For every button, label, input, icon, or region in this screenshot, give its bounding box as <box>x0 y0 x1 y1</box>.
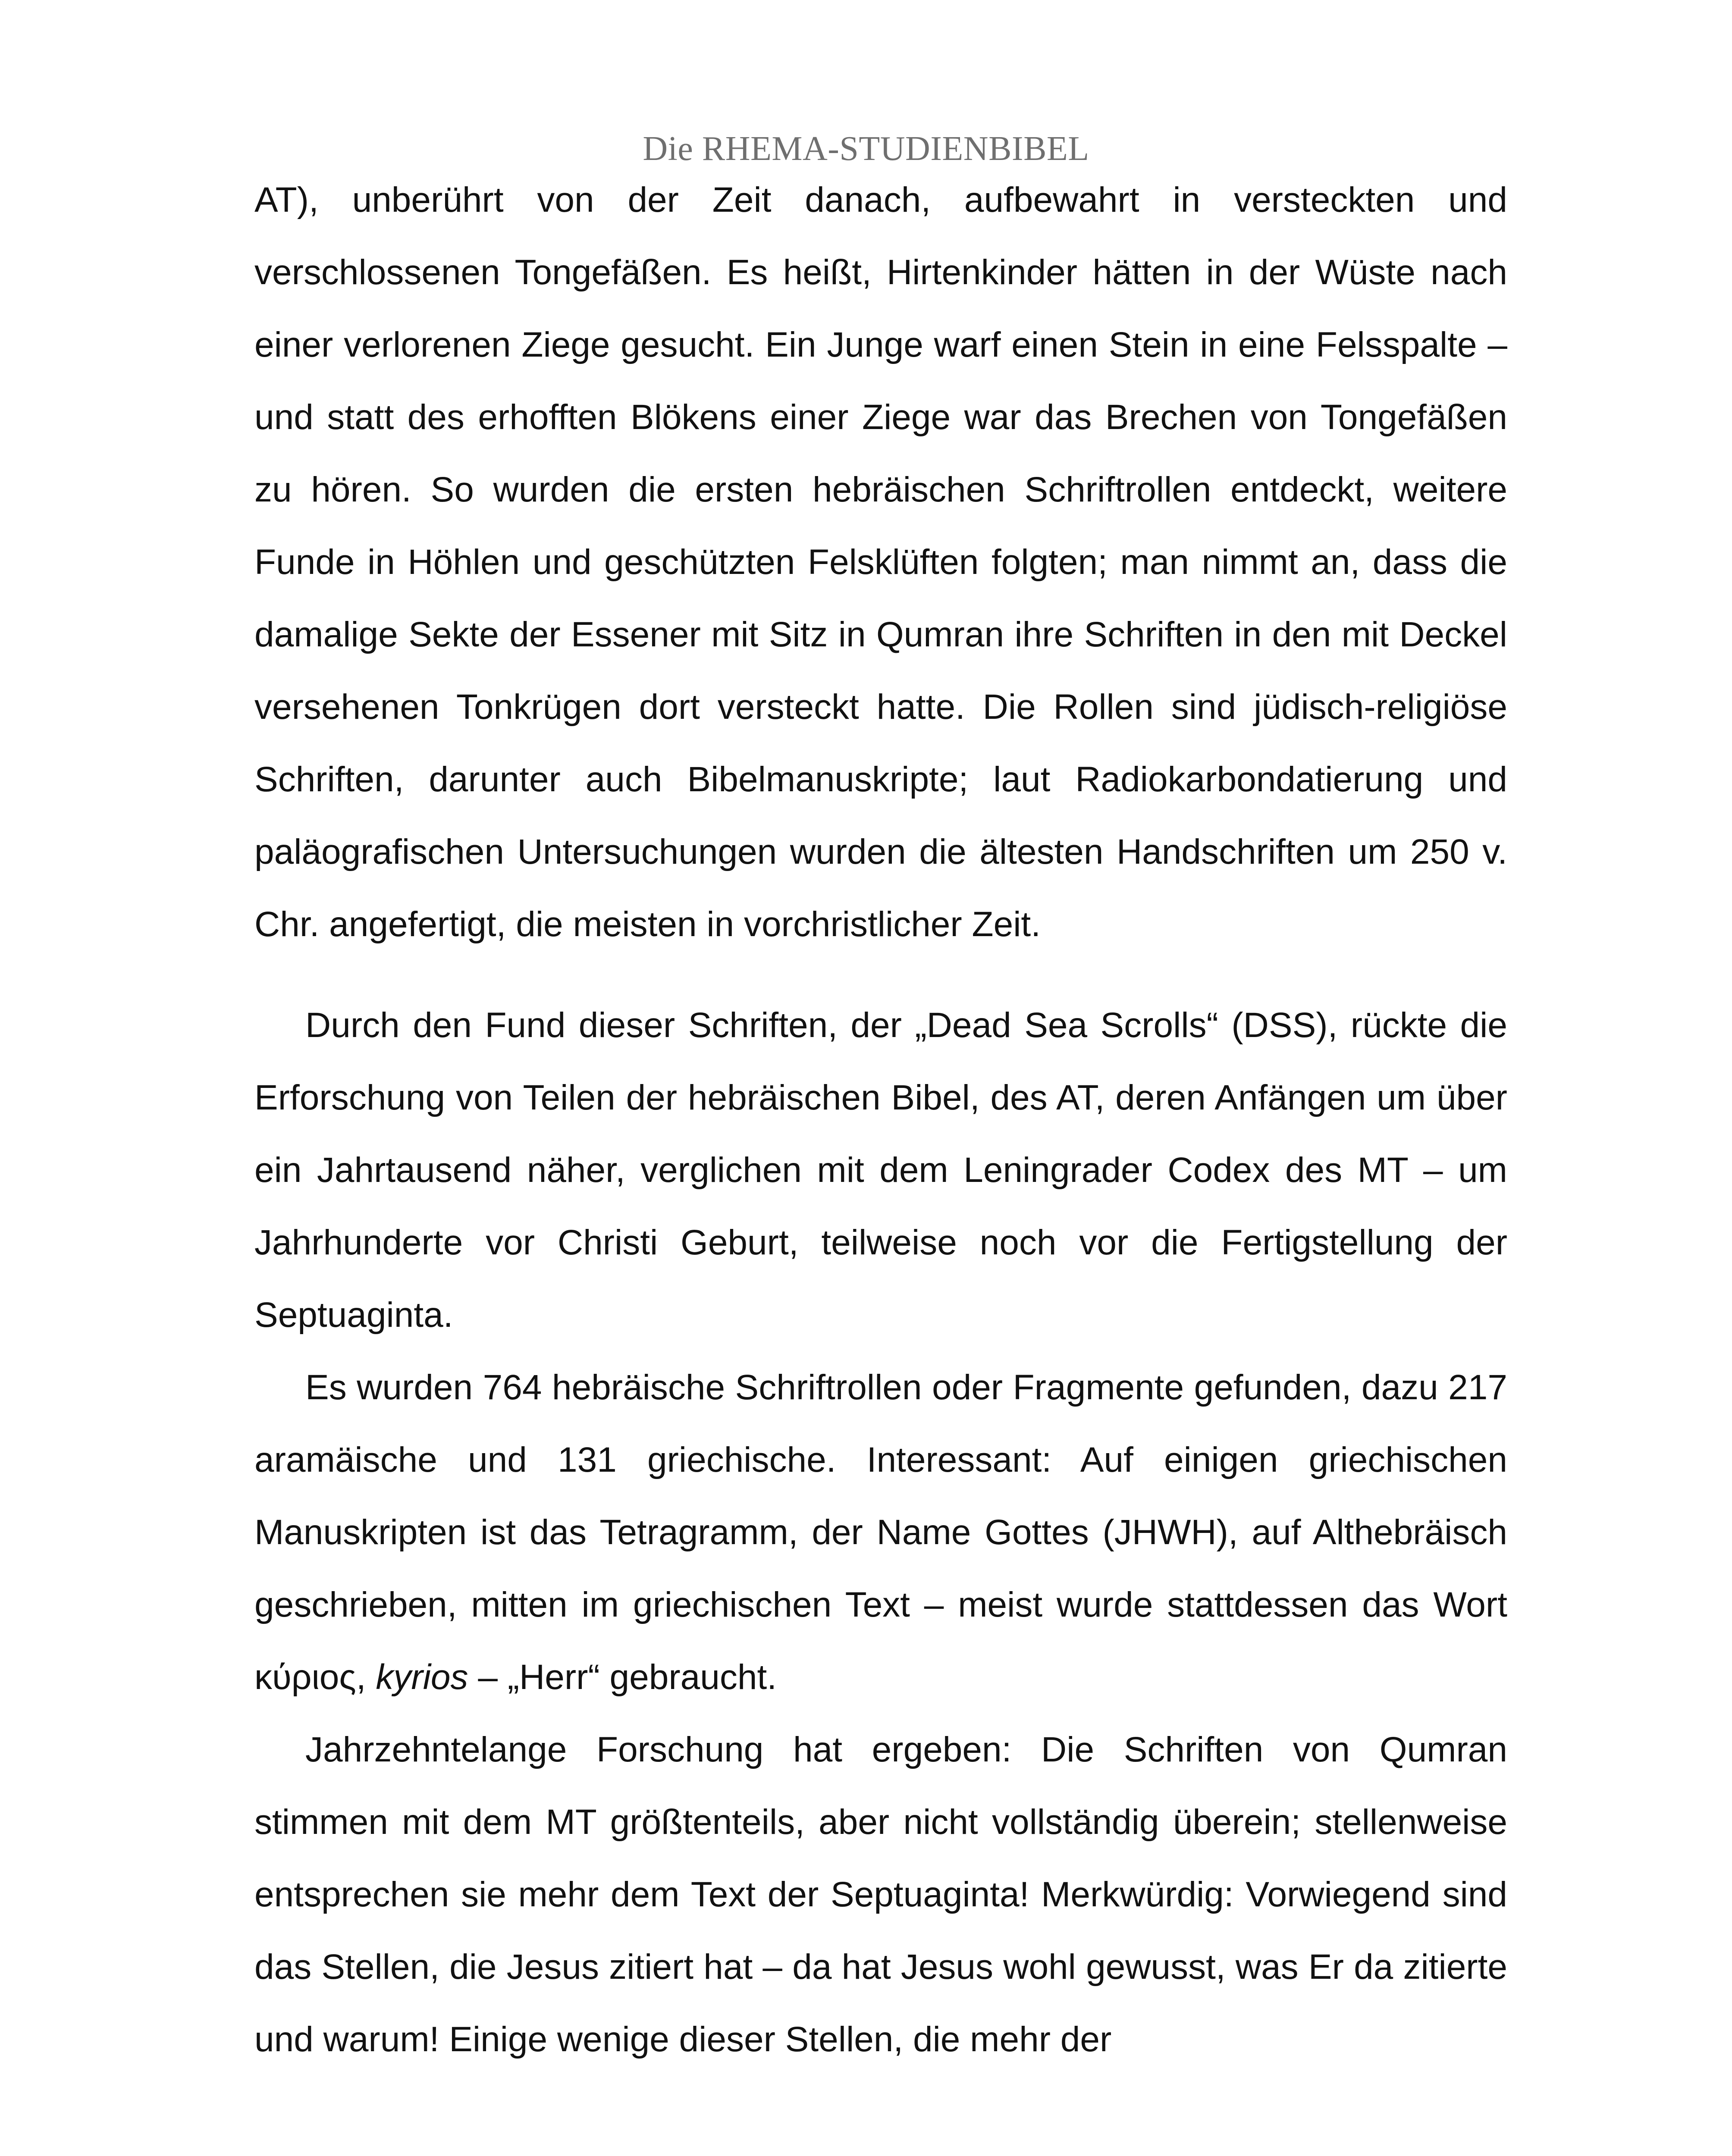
paragraph-3-text-start: Es wurden 764 hebräische Schriftrollen oder Fragmente gefunden, dazu 217 aramäische und 131 griechische. Interessant: Auf einigen griechischen Manuskripten ist das Tetragramm, der Name Gottes (JHWH), auf Althebräisch geschrieben, mitten im griechischen Text – meist wurde stattdessen das Wort κύριος, <box>254 1368 1507 1697</box>
paragraph-3-italic-term: kyrios <box>376 1658 468 1697</box>
paragraph-3 <box>254 1351 1507 1714</box>
paragraph-4: Jahrzehntelange Forschung hat ergeben: Die Schriften von Qumran stimmen mit dem MT größtenteils, aber nicht vollständig überein; stellenweise entsprechen sie mehr dem Text der Septuaginta! Merkwürdig: Vorwiegend sind das Stellen, die Jesus zitiert hat – da hat Jesus wohl gewusst, was Er da zitierte und warum! Einige wenige dieser Stellen, die mehr der <box>254 1730 1507 2059</box>
body-text <box>254 164 1507 2076</box>
paragraph-2: Durch den Fund dieser Schriften, der „Dead Sea Scrolls“ (DSS), rückte die Erforschung von Teilen der hebräischen Bibel, des AT, deren Anfängen um über ein Jahrtausend näher, verglichen mit dem Leningrader Codex des MT – um Jahrhunderte vor Christi Geburt, teilweise noch vor die Fertigstellung der Septuaginta. <box>254 1006 1507 1335</box>
paragraph-1: AT), unberührt von der Zeit danach, aufbewahrt in versteckten und verschlossenen Tongefäßen. Es heißt, Hirtenkinder hätten in der Wüste nach einer verlorenen Ziege gesucht. Ein Junge warf einen Stein in eine Felsspalte – und statt des erhofften Blökens einer Ziege war das Brechen von Tongefäßen zu hören. So wurden die ersten hebräischen Schriftrollen entdeckt, weitere Funde in Höhlen und geschützten Felsklüften folgten; man nimmt an, dass die damalige Sekte der Essener mit Sitz in Qumran ihre Schriften in den mit Deckel versehenen Tonkrügen dort versteckt hatte. Die Rollen sind jüdisch-religiöse Schriften, darunter auch Bibelmanuskripte; laut Radiokarbondatierung und paläografischen Untersuchungen wurden die ältesten Handschriften um 250 v. Chr. angefertigt, die meisten in vorchristlicher Zeit. <box>254 180 1507 944</box>
running-header-title: Die RHEMA-STUDIENBIBEL <box>643 130 1089 168</box>
paragraph-3-text-end: – „Herr“ gebraucht. <box>468 1658 777 1697</box>
